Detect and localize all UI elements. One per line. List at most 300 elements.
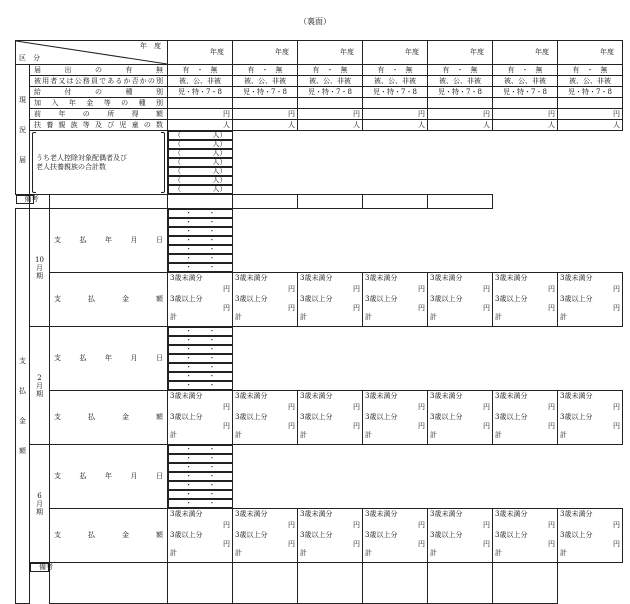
paren-open: （	[174, 131, 182, 139]
yen-unit: 円	[288, 285, 296, 293]
dot: ・	[185, 236, 193, 244]
dot: ・	[185, 463, 193, 471]
yen-unit: 円	[483, 109, 491, 118]
value-cell[interactable]	[363, 98, 428, 109]
value-cell[interactable]	[233, 120, 298, 131]
year-column-header	[233, 41, 298, 65]
yen-unit: 円	[353, 422, 361, 430]
dot: ・	[185, 381, 193, 389]
date-cell[interactable]	[168, 336, 233, 345]
bikou-cell[interactable]	[50, 195, 168, 209]
nengappi-label: 支払年月日	[54, 472, 164, 480]
date-cell[interactable]	[168, 327, 233, 336]
kyufu-value: 児・特・7・8	[308, 87, 352, 96]
yen-unit: 円	[353, 109, 361, 118]
yen-unit: 円	[353, 285, 361, 293]
over3-label: 3歳以上分	[235, 531, 268, 539]
value-cell[interactable]	[363, 87, 428, 98]
value-cell[interactable]	[168, 158, 233, 167]
shiharai-char: 金	[19, 417, 26, 425]
kyufu-value: 児・特・7・8	[568, 87, 612, 96]
kei-label: 計	[170, 431, 178, 439]
dot: ・	[185, 363, 193, 371]
yen-unit: 円	[483, 540, 491, 548]
nin-unit: 人	[288, 120, 296, 129]
value-cell[interactable]	[428, 109, 493, 120]
date-cell[interactable]	[168, 481, 233, 490]
value-cell[interactable]	[558, 76, 623, 87]
nin-unit: 人	[353, 120, 361, 129]
date-cell[interactable]	[168, 499, 233, 508]
amount-cell[interactable]	[558, 509, 623, 563]
dot: ・	[185, 209, 193, 217]
yen-unit: 円	[223, 403, 231, 411]
kingaku-label: 支払金額	[54, 413, 164, 421]
todokede-value: 有 ・ 無	[507, 65, 543, 74]
value-cell[interactable]	[493, 120, 558, 131]
paren-open: （	[174, 149, 182, 157]
under3-label: 3歳未満分	[170, 510, 203, 518]
kanyu-label: 加入年金等の種別	[34, 98, 164, 107]
date-cell[interactable]	[168, 227, 233, 236]
yen-unit: 円	[613, 540, 621, 548]
dot: ・	[208, 345, 216, 353]
amount-cell[interactable]	[233, 391, 298, 445]
under3-label: 3歳未満分	[300, 510, 333, 518]
value-cell[interactable]	[168, 76, 233, 87]
form-table	[15, 40, 623, 604]
kyufu-value: 児・特・7・8	[438, 87, 482, 96]
value-cell[interactable]	[493, 87, 558, 98]
date-cell[interactable]	[168, 245, 233, 254]
kyufu-value: 児・特・7・8	[178, 87, 222, 96]
under3-label: 3歳未満分	[495, 392, 528, 400]
date-cell[interactable]	[168, 490, 233, 499]
todokede-value: 有 ・ 無	[572, 65, 608, 74]
yen-unit: 円	[418, 403, 426, 411]
value-cell[interactable]	[168, 65, 233, 76]
dot: ・	[208, 363, 216, 371]
value-cell[interactable]	[233, 109, 298, 120]
amount-cell[interactable]	[233, 509, 298, 563]
amount-cell[interactable]	[298, 391, 363, 445]
amount-cell[interactable]	[168, 391, 233, 445]
kei-label: 計	[365, 313, 373, 321]
amount-cell[interactable]	[428, 509, 493, 563]
dot: ・	[208, 209, 216, 217]
dot: ・	[208, 263, 216, 271]
bikou-cell[interactable]	[298, 195, 363, 209]
kyufu-value: 児・特・7・8	[503, 87, 547, 96]
dot: ・	[185, 227, 193, 235]
amount-cell[interactable]	[428, 273, 493, 327]
value-cell[interactable]	[233, 87, 298, 98]
nengappi-cell	[50, 327, 168, 391]
over3-label: 3歳以上分	[495, 295, 528, 303]
yen-unit: 円	[548, 304, 556, 312]
value-cell[interactable]	[363, 109, 428, 120]
date-cell[interactable]	[168, 445, 233, 454]
period-char: 月	[36, 381, 43, 390]
value-cell[interactable]	[233, 98, 298, 109]
shiharai-char: 支	[19, 357, 26, 365]
kei-label: 計	[430, 549, 438, 557]
year-column-header	[298, 41, 363, 65]
date-cell[interactable]	[168, 254, 233, 263]
yen-unit: 円	[288, 109, 296, 118]
amount-cell[interactable]	[298, 273, 363, 327]
value-cell[interactable]	[428, 87, 493, 98]
kei-label: 計	[235, 313, 243, 321]
value-cell[interactable]	[363, 65, 428, 76]
kei-label: 計	[495, 431, 503, 439]
value-cell[interactable]	[493, 76, 558, 87]
kyufu-label: 給付の種別	[34, 87, 164, 96]
value-cell[interactable]	[298, 109, 363, 120]
amount-cell[interactable]	[363, 273, 428, 327]
period-char: 2	[37, 373, 42, 382]
amount-cell[interactable]	[168, 273, 233, 327]
koumuin-value: 被、公、非被	[374, 76, 417, 85]
amount-cell[interactable]	[493, 273, 558, 327]
yen-unit: 円	[353, 521, 361, 529]
dot: ・	[208, 372, 216, 380]
under3-label: 3歳未満分	[560, 510, 593, 518]
over3-label: 3歳以上分	[365, 531, 398, 539]
value-cell[interactable]	[428, 76, 493, 87]
under3-label: 3歳未満分	[235, 510, 268, 518]
nengappi-label: 支払年月日	[54, 354, 164, 362]
amount-cell[interactable]	[363, 391, 428, 445]
shiharai-char: 額	[19, 447, 26, 455]
dot: ・	[208, 354, 216, 362]
date-cell[interactable]	[168, 454, 233, 463]
value-cell[interactable]	[363, 76, 428, 87]
dot: ・	[208, 218, 216, 226]
kyufu-label-cell	[30, 87, 168, 98]
bikou-cell[interactable]	[233, 563, 298, 604]
kei-label: 計	[300, 431, 308, 439]
value-cell[interactable]	[168, 185, 233, 194]
bikou-cell[interactable]	[168, 195, 233, 209]
value-cell[interactable]	[168, 140, 233, 149]
yen-unit: 円	[288, 304, 296, 312]
rojin-line2: 老人扶養親族の合計数	[36, 162, 106, 171]
dot: ・	[185, 499, 193, 507]
over3-label: 3歳以上分	[300, 531, 333, 539]
date-cell[interactable]	[168, 472, 233, 481]
todokede-label-cell	[30, 65, 168, 76]
yen-unit: 円	[418, 285, 426, 293]
bikou-cell[interactable]	[493, 563, 558, 604]
value-cell[interactable]	[558, 109, 623, 120]
dot: ・	[208, 481, 216, 489]
under3-label: 3歳未満分	[560, 392, 593, 400]
bikou-label	[16, 195, 39, 204]
shotoku-label: 前年の所得額	[34, 109, 164, 118]
bikou-cell[interactable]	[298, 563, 363, 604]
dot: ・	[208, 227, 216, 235]
paren-close: 人）	[212, 167, 227, 175]
value-cell[interactable]	[493, 65, 558, 76]
koumuin-label-cell	[30, 76, 168, 87]
section-genkyo	[16, 65, 30, 195]
value-cell[interactable]	[558, 65, 623, 76]
bikou-cell[interactable]	[428, 563, 493, 604]
dot: ・	[185, 336, 193, 344]
under3-label: 3歳未満分	[430, 392, 463, 400]
value-cell[interactable]	[233, 65, 298, 76]
koumuin-value: 被、公、非被	[569, 76, 612, 85]
yen-unit: 円	[353, 304, 361, 312]
koumuin-value: 被、公、非被	[309, 76, 352, 85]
yen-unit: 円	[483, 403, 491, 411]
date-cell[interactable]	[168, 363, 233, 372]
yen-unit: 円	[223, 422, 231, 430]
date-cell[interactable]	[168, 218, 233, 227]
yen-unit: 円	[223, 540, 231, 548]
under3-label: 3歳未満分	[170, 274, 203, 282]
kei-label: 計	[300, 549, 308, 557]
year-column-header	[428, 41, 493, 65]
dot: ・	[185, 327, 193, 335]
dot: ・	[208, 490, 216, 498]
yen-unit: 円	[548, 540, 556, 548]
koumuin-value: 被、公、非被	[244, 76, 287, 85]
todokede-value: 有 ・ 無	[312, 65, 348, 74]
dot: ・	[208, 327, 216, 335]
header-kubun: 区 分	[19, 54, 40, 62]
period-char: 期	[36, 271, 43, 280]
dot: ・	[208, 381, 216, 389]
under3-label: 3歳未満分	[560, 274, 593, 282]
yen-unit: 円	[288, 403, 296, 411]
over3-label: 3歳以上分	[170, 295, 203, 303]
value-cell[interactable]	[168, 109, 233, 120]
dot: ・	[185, 472, 193, 480]
todokede-value: 有 ・ 無	[442, 65, 478, 74]
yen-unit: 円	[483, 422, 491, 430]
amount-cell[interactable]	[558, 391, 623, 445]
dot: ・	[208, 336, 216, 344]
over3-label: 3歳以上分	[560, 531, 593, 539]
under3-label: 3歳未満分	[235, 274, 268, 282]
kingaku-cell	[50, 273, 168, 327]
yen-unit: 円	[548, 422, 556, 430]
dot: ・	[208, 445, 216, 453]
amount-cell[interactable]	[493, 509, 558, 563]
genkyo-char: 届	[19, 155, 26, 164]
date-cell[interactable]	[168, 209, 233, 218]
over3-label: 3歳以上分	[300, 413, 333, 421]
nin-unit: 人	[613, 120, 621, 129]
nengappi-label: 支払年月日	[54, 236, 164, 244]
yen-unit: 円	[483, 285, 491, 293]
date-cell[interactable]	[168, 236, 233, 245]
nengappi-cell	[50, 445, 168, 509]
date-cell[interactable]	[168, 354, 233, 363]
paren-open: （	[174, 185, 182, 193]
value-cell[interactable]	[168, 131, 233, 140]
value-cell[interactable]	[298, 76, 363, 87]
kei-label: 計	[430, 431, 438, 439]
yen-unit: 円	[483, 304, 491, 312]
period-char: 期	[36, 507, 43, 516]
dot: ・	[185, 218, 193, 226]
bikou-cell[interactable]	[50, 563, 168, 604]
value-cell[interactable]	[168, 120, 233, 131]
amount-cell[interactable]	[493, 391, 558, 445]
kei-label: 計	[560, 431, 568, 439]
dot: ・	[185, 490, 193, 498]
yen-unit: 円	[223, 521, 231, 529]
dot: ・	[208, 463, 216, 471]
amount-cell[interactable]	[558, 273, 623, 327]
paren-close: 人）	[212, 140, 227, 148]
todokede-value: 有 ・ 無	[182, 65, 218, 74]
value-cell[interactable]	[298, 87, 363, 98]
period-label	[30, 327, 50, 445]
amount-cell[interactable]	[363, 509, 428, 563]
under3-label: 3歳未満分	[365, 510, 398, 518]
date-cell[interactable]	[168, 263, 233, 272]
yen-unit: 円	[548, 109, 556, 118]
under3-label: 3歳未満分	[300, 392, 333, 400]
value-cell[interactable]	[298, 65, 363, 76]
year-label: 年度	[275, 48, 290, 56]
kingaku-cell	[50, 391, 168, 445]
over3-label: 3歳以上分	[300, 295, 333, 303]
value-cell[interactable]	[168, 167, 233, 176]
shiharai-char: 払	[19, 387, 26, 395]
rojin-label	[30, 131, 168, 195]
value-cell[interactable]	[233, 76, 298, 87]
date-cell[interactable]	[168, 345, 233, 354]
kei-label: 計	[235, 549, 243, 557]
period-label	[30, 445, 50, 563]
dot: ・	[208, 236, 216, 244]
dot: ・	[185, 345, 193, 353]
over3-label: 3歳以上分	[235, 413, 268, 421]
value-cell[interactable]	[558, 120, 623, 131]
value-cell[interactable]	[298, 120, 363, 131]
over3-label: 3歳以上分	[495, 413, 528, 421]
under3-label: 3歳未満分	[170, 392, 203, 400]
over3-label: 3歳以上分	[170, 413, 203, 421]
value-cell[interactable]	[428, 65, 493, 76]
yen-unit: 円	[418, 109, 426, 118]
kyufu-value: 児・特・7・8	[373, 87, 417, 96]
period-char: 月	[36, 499, 43, 508]
date-cell[interactable]	[168, 372, 233, 381]
yen-unit: 円	[353, 540, 361, 548]
value-cell[interactable]	[168, 87, 233, 98]
over3-label: 3歳以上分	[430, 295, 463, 303]
value-cell[interactable]	[168, 98, 233, 109]
yen-unit: 円	[613, 521, 621, 529]
over3-label: 3歳以上分	[170, 531, 203, 539]
bikou-char: 備	[39, 563, 46, 571]
nin-unit: 人	[483, 120, 491, 129]
value-cell[interactable]	[558, 87, 623, 98]
yen-unit: 円	[418, 304, 426, 312]
kei-label: 計	[560, 313, 568, 321]
under3-label: 3歳未満分	[495, 274, 528, 282]
period-char: 6	[37, 491, 42, 500]
dot: ・	[208, 245, 216, 253]
paren-close: 人）	[212, 185, 227, 193]
year-label: 年度	[535, 48, 550, 56]
value-cell[interactable]	[168, 149, 233, 158]
period-char: 月	[36, 263, 43, 272]
over3-label: 3歳以上分	[495, 531, 528, 539]
todokede-value: 有 ・ 無	[377, 65, 413, 74]
kei-label: 計	[170, 549, 178, 557]
nin-unit: 人	[223, 120, 231, 129]
kei-label: 計	[495, 549, 503, 557]
over3-label: 3歳以上分	[365, 295, 398, 303]
over3-label: 3歳以上分	[560, 295, 593, 303]
dot: ・	[185, 481, 193, 489]
bikou-cell[interactable]	[363, 195, 428, 209]
value-cell[interactable]	[363, 120, 428, 131]
kingaku-cell	[50, 509, 168, 563]
over3-label: 3歳以上分	[430, 531, 463, 539]
yen-unit: 円	[613, 109, 621, 118]
kingaku-label: 支払金額	[54, 531, 164, 539]
value-cell[interactable]	[493, 98, 558, 109]
value-cell[interactable]	[493, 109, 558, 120]
yen-unit: 円	[418, 540, 426, 548]
yen-unit: 円	[288, 521, 296, 529]
bikou-cell[interactable]	[363, 563, 428, 604]
value-cell[interactable]	[298, 98, 363, 109]
value-cell[interactable]	[428, 120, 493, 131]
bikou-cell[interactable]	[233, 195, 298, 209]
amount-cell[interactable]	[298, 509, 363, 563]
fuyo-label: 扶養親族等及び児童の数	[34, 120, 164, 129]
yen-unit: 円	[483, 521, 491, 529]
amount-cell[interactable]	[428, 391, 493, 445]
bikou-label	[30, 563, 53, 572]
value-cell[interactable]	[428, 98, 493, 109]
dot: ・	[208, 499, 216, 507]
year-label: 年度	[470, 48, 485, 56]
date-cell[interactable]	[168, 463, 233, 472]
genkyo-char: 況	[19, 125, 26, 134]
value-cell[interactable]	[558, 98, 623, 109]
bikou-cell[interactable]	[428, 195, 493, 209]
kei-label: 計	[495, 313, 503, 321]
page-title: （裏面）	[299, 17, 331, 26]
yen-unit: 円	[288, 540, 296, 548]
date-cell[interactable]	[168, 381, 233, 390]
dot: ・	[208, 454, 216, 462]
yen-unit: 円	[613, 422, 621, 430]
bikou-char: 考	[31, 195, 39, 203]
fuyo-label-cell	[30, 120, 168, 131]
yen-unit: 円	[418, 422, 426, 430]
amount-cell[interactable]	[168, 509, 233, 563]
amount-cell[interactable]	[233, 273, 298, 327]
todokede-label: 届出の有無	[34, 65, 164, 74]
bikou-cell[interactable]	[168, 563, 233, 604]
period-label	[30, 209, 50, 327]
header-nendo: 年 度	[140, 42, 162, 50]
dot: ・	[185, 263, 193, 271]
value-cell[interactable]	[168, 176, 233, 185]
year-column-header	[493, 41, 558, 65]
